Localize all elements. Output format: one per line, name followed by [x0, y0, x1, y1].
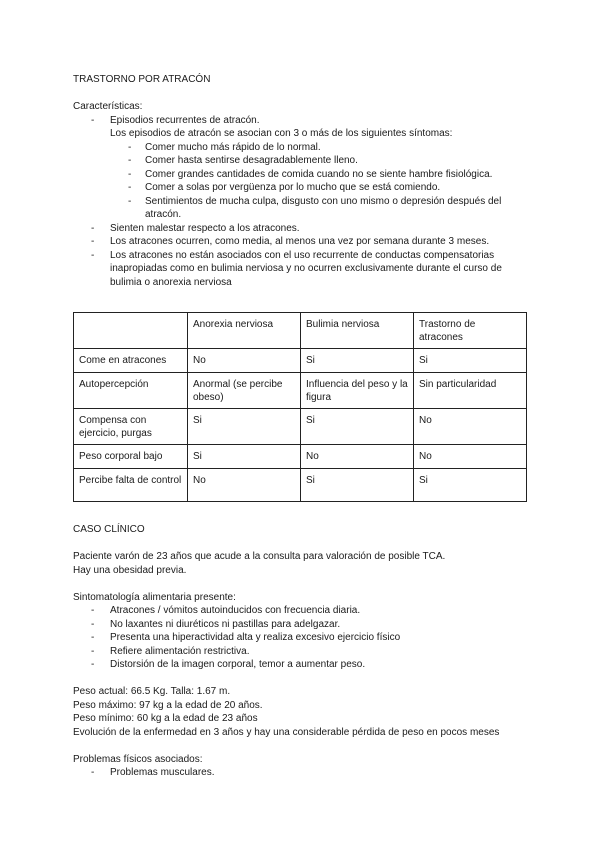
- peso-maximo: Peso máximo: 97 kg a la edad de 20 años.: [73, 699, 263, 711]
- caracteristicas-heading: Características:: [73, 101, 143, 112]
- symptom-item: - Sentimientos de mucha culpa, disgusto con uno mismo o depresión después del: [128, 195, 502, 207]
- list-item: - Problemas musculares.: [91, 767, 215, 778]
- list-item: - Atracones / vómitos autoinducidos con frecuencia diaria.: [91, 605, 361, 616]
- list-item-continuation: Los episodios de atracón se asocian con 3 o más de los siguientes síntomas:: [110, 128, 453, 139]
- caso-intro: Hay una obesidad previa.: [73, 564, 187, 576]
- list-item: - Los atracones ocurren, como media, al menos una vez por semana durante 3 meses.: [91, 236, 490, 247]
- table-cell: Si: [301, 469, 414, 502]
- table-cell: Percibe falta de control: [74, 469, 188, 502]
- peso-actual: Peso actual: 66.5 Kg. Talla: 1.67 m.: [73, 686, 231, 697]
- list-item: - Episodios recurrentes de atracón.: [91, 114, 260, 126]
- list-item: - Refiere alimentación restrictiva.: [91, 645, 250, 657]
- table-cell: No: [188, 469, 301, 502]
- symptom-item-continuation: atracón.: [145, 209, 182, 220]
- table-cell: Anormal (se percibe obeso): [188, 373, 301, 409]
- evolucion: Evolución de la enfermedad en 3 años y hay una considerable pérdida de peso en pocos meses: [73, 726, 500, 738]
- caracteristicas-section: [73, 100, 540, 289]
- table-cell: Si: [414, 469, 527, 502]
- table-cell: Compensa con ejercicio, purgas: [74, 409, 188, 445]
- table-cell: Si: [188, 445, 301, 469]
- table-cell: Si: [301, 409, 414, 445]
- table-row: [74, 409, 527, 445]
- table-header-cell: Trastorno de atracones: [414, 313, 527, 349]
- table-row: [74, 445, 527, 469]
- symptom-item: - Comer mucho más rápido de lo normal.: [128, 141, 321, 153]
- symptom-item: - Comer hasta sentirse desagradablemente lleno.: [128, 155, 358, 166]
- table-header-cell: [74, 313, 188, 349]
- table-cell: No: [188, 349, 301, 373]
- list-item: - Presenta una hiperactividad alta y realiza excesivo ejercicio físico: [91, 632, 401, 643]
- table-cell: Sin particularidad: [414, 373, 527, 409]
- list-item: - Los atracones no están asociados con el uso recurrente de conductas compensatorias: [91, 249, 495, 261]
- symptom-item: - Comer grandes cantidades de comida cuando no se siente hambre fisiológica.: [128, 168, 493, 180]
- table-cell: No: [301, 445, 414, 469]
- table-cell: Influencia del peso y la figura: [301, 373, 414, 409]
- table-cell: Si: [414, 349, 527, 373]
- table-cell: Autopercepción: [74, 373, 188, 409]
- caso-intro: Paciente varón de 23 años que acude a la consulta para valoración de posible TCA.: [73, 551, 446, 562]
- table-row: [74, 469, 527, 502]
- table-cell: Come en atracones: [74, 349, 188, 373]
- comparison-table: [73, 312, 527, 502]
- symptom-item: - Comer a solas por vergüenza por lo mucho que se está comiendo.: [128, 182, 441, 193]
- table-row: [74, 349, 527, 373]
- caso-clinico-heading: CASO CLÍNICO: [73, 524, 145, 535]
- document-title: TRASTORNO POR ATRACÓN: [73, 74, 211, 85]
- list-item-continuation: bulimia o anorexia nerviosa: [110, 276, 232, 288]
- list-item: - Distorsión de la imagen corporal, temor a aumentar peso.: [91, 659, 366, 670]
- list-item-continuation: inapropiadas como en bulimia nerviosa y no ocurren exclusivamente durante el curso de: [110, 263, 502, 274]
- table-header-cell: Bulimia nerviosa: [301, 313, 414, 349]
- table-cell: No: [414, 445, 527, 469]
- table-header-row: [74, 313, 527, 349]
- sintomatologia-heading: Sintomatología alimentaria presente:: [73, 591, 236, 603]
- table-header-cell: Anorexia nerviosa: [188, 313, 301, 349]
- table-cell: Peso corporal bajo: [74, 445, 188, 469]
- caso-clinico-section: [73, 550, 540, 780]
- table-cell: Si: [301, 349, 414, 373]
- table-row: [74, 373, 527, 409]
- list-item: - Sienten malestar respecto a los atracones.: [91, 222, 300, 234]
- peso-minimo: Peso mínimo: 60 kg a la edad de 23 años: [73, 713, 258, 724]
- list-item: - No laxantes ni diuréticos ni pastillas para adelgazar.: [91, 618, 341, 630]
- table-cell: Si: [188, 409, 301, 445]
- table-cell: No: [414, 409, 527, 445]
- problemas-heading: Problemas físicos asociados:: [73, 753, 203, 765]
